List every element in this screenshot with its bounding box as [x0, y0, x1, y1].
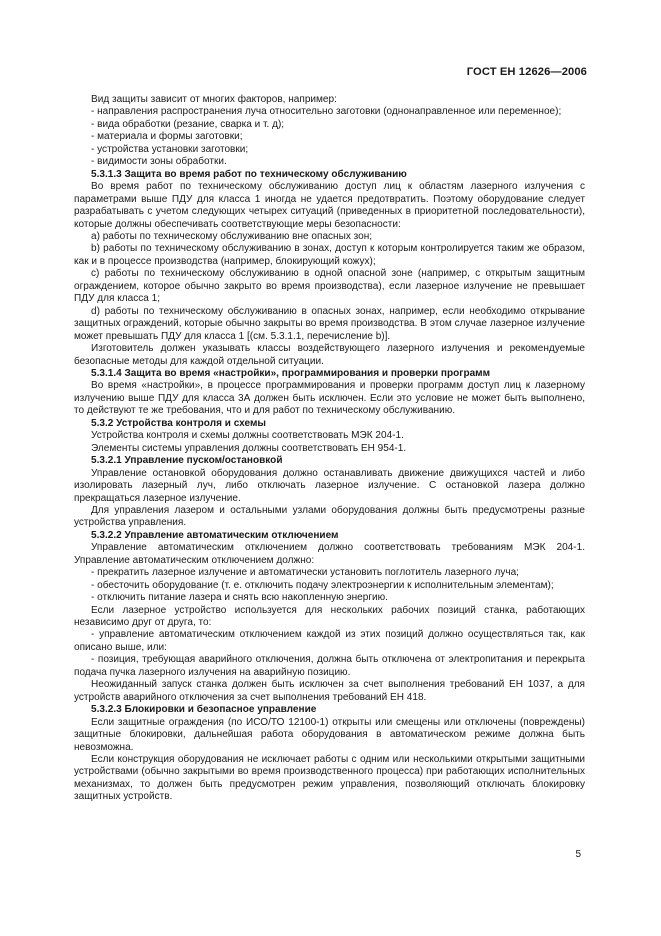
paragraph: Во время работ по техническому обслуживанию доступ лиц к областям лазерного излучения с параметрами выше ПДУ для класса 1 иногда не удается предотвратить. Поэтому оборудование следует разрабатывать с учетом следующих четырех ситуаций (приведенных в приоритетной последовательности), которые должны обеспечивать соответствующие меры безопасности: [74, 181, 585, 230]
list-item: - позиция, требующая аварийного отключения, должна быть отключена от электропитания и перекрыта подача пучка лазерного излучения на аварийную позицию. [74, 654, 585, 678]
paragraph: Управление остановкой оборудования должно останавливать движение движущихся частей и либо изолировать лазерный луч, либо отключать лазерное излучение. С остановкой лазера должно прекращаться лазерное излучение. [74, 467, 585, 504]
paragraph: Элементы системы управления должны соответствовать ЕН 954-1. [91, 442, 407, 454]
page-number: 5 [575, 849, 581, 860]
section-heading: 5.3.2.2 Управление автоматическим отключением [91, 529, 339, 541]
paragraph: Если конструкция оборудования не исключает работы с одним или несколькими открытыми защитными устройствами (обычно закрытыми во время производственного процесса) при работающих исполнительных механизмах, то должен быть предусмотрен режим управления, позволяющий отключать блокировку защитных устройств. [74, 754, 585, 803]
section-heading: 5.3.1.4 Защита во время «настройки», программирования и проверки программ [91, 367, 491, 379]
section-heading: 5.3.2 Устройства контроля и схемы [91, 417, 266, 429]
list-item: a) работы по техническому обслуживанию вне опасных зон; [91, 230, 373, 242]
list-item: - управление автоматическим отключением каждой из этих позиций должно осуществляться так, как описано выше, или: [74, 629, 585, 653]
paragraph: Вид защиты зависит от многих факторов, например: [91, 94, 337, 105]
list-item: d) работы по техническому обслуживанию в опасных зонах, например, если необходимо открывание защитных ограждений, которые обычно закрыты во время производства. В этом случае лазерное излучение может превышать ПДУ для класса 1 [(см. 5.3.1.1, перечисление b)]. [74, 305, 585, 342]
paragraph: Если защитные ограждения (по ИСО/ТО 12100-1) открыты или смещены или отключены (повреждены) защитные блокировки, дальнейшая работа оборудования в автоматическом режиме должна быть невозможна. [74, 716, 585, 753]
paragraph: Управление автоматическим отключением должно соответствовать требованиям МЭК 204-1. Управление автоматическим отключением должно: [74, 542, 585, 566]
list-item: - прекратить лазерное излучение и автоматически установить поглотитель лазерного луча; [91, 567, 519, 579]
list-item: b) работы по техническому обслуживанию в зонах, доступ к которым контролируется таким же образом, как и в процессе производства (например, блокирующий кожух); [74, 243, 585, 267]
paragraph: Устройства контроля и схемы должны соответствовать МЭК 204-1. [91, 430, 404, 442]
document-body [74, 94, 585, 804]
list-item: - устройства установки заготовки; [91, 143, 249, 155]
paragraph: Для управления лазером и остальными узлами оборудования должны быть предусмотрены разные устройства управления. [74, 504, 585, 529]
section-heading: 5.3.2.1 Управление пуском/остановкой [91, 455, 283, 467]
list-item: - материала и формы заготовки; [91, 131, 243, 143]
paragraph: Неожиданный запуск станка должен быть исключен за счет выполнения требований ЕН 1037, а для устройств аварийного отключения за счет выполнения требований ЕН 418. [74, 679, 585, 703]
paragraph: Если лазерное устройство используется для нескольких рабочих позиций станка, работающих независимо друг от друга, то: [74, 604, 585, 629]
list-item: - видимости зоны обработки. [91, 156, 227, 168]
document-code: ГОСТ ЕН 12626—2006 [466, 66, 587, 78]
list-item: - вида обработки (резание, сварка и т. д); [91, 118, 285, 130]
list-item: - направления распространения луча относительно заготовки (однонаправленное или переменное); [91, 106, 562, 118]
list-item: - обесточить оборудование (т. е. отключить подачу электроэнергии к исполнительным элементам); [91, 579, 554, 591]
section-heading: 5.3.2.3 Блокировки и безопасное управление [91, 704, 317, 716]
list-item: c) работы по техническому обслуживанию в одной опасной зоне (например, с открытым защитным ограждением, которое обычно закрыто во время производства), если лазерное излучение не превышает ПДУ для класса 1; [74, 268, 585, 305]
paragraph: Во время «настройки», в процессе программирования и проверки программ доступ лиц к лазерному излучению выше ПДУ для класса 3А должен быть исключен. Если это условие не может быть выполнено, то действуют те же требования, что и для работ по техническому обслуживанию. [74, 380, 585, 417]
section-heading: 5.3.1.3 Защита во время работ по техническому обслуживанию [91, 168, 407, 180]
list-item: - отключить питание лазера и снять всю накопленную энергию. [91, 592, 388, 604]
paragraph: Изготовитель должен указывать классы воздействующего лазерного излучения и рекомендуемые безопасные методы для каждой отдельной ситуации. [74, 343, 585, 367]
